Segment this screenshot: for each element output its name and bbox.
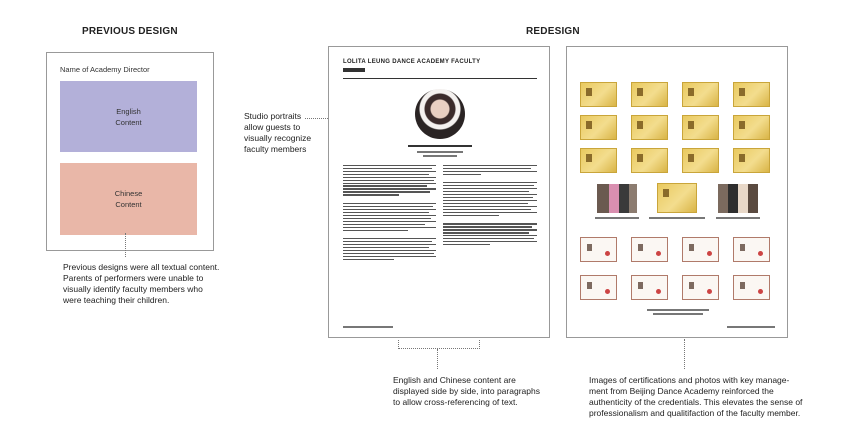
certificates-callout-line [684, 339, 685, 369]
bilingual-bracket [398, 340, 480, 349]
bilingual-callout-line [437, 349, 438, 369]
certificate-white [733, 237, 770, 262]
photo-caption [649, 217, 705, 219]
certificate-gold [631, 82, 668, 107]
certificate-white [631, 237, 668, 262]
certificate-gold [733, 115, 770, 140]
certificate-gold [657, 183, 697, 213]
photo-caption [595, 217, 639, 219]
doc-title-cn [343, 68, 365, 72]
redesign-heading: REDESIGN [526, 26, 580, 37]
certificate-gold [631, 115, 668, 140]
previous-design-heading: PREVIOUS DESIGN [82, 26, 178, 37]
photo-with-management [718, 184, 758, 213]
certificate-gold [682, 148, 719, 173]
certificate-white [682, 275, 719, 300]
certificate-white [631, 275, 668, 300]
certificate-gold [682, 115, 719, 140]
photo-caption [716, 217, 760, 219]
faculty-portrait [415, 89, 465, 139]
certificate-gold [631, 148, 668, 173]
certificate-gold [733, 148, 770, 173]
chinese-text-column [443, 163, 537, 247]
page-footer-left [343, 326, 393, 328]
portrait-subtitle [417, 151, 463, 153]
page-footer-right [727, 326, 775, 328]
previous-design-caption: Previous designs were all textual content. Parents of performers were unable to visually identify faculty members who were teaching their children. [63, 262, 220, 305]
english-content-label: English Content [115, 106, 142, 127]
certificate-gold [580, 82, 617, 107]
english-content-block [60, 81, 197, 152]
english-text-column [343, 163, 436, 262]
portrait-subtitle-2 [423, 155, 457, 157]
photo-with-management [597, 184, 637, 213]
certificates-caption [647, 309, 709, 311]
certificate-gold [580, 115, 617, 140]
bilingual-caption: English and Chinese content are displayed side by side, into paragraphs to allow cross-referencing of text. [393, 375, 540, 407]
portrait-name [408, 145, 472, 147]
title-rule [343, 78, 537, 79]
certificate-gold [682, 82, 719, 107]
certificates-caption [653, 313, 703, 315]
certificate-white [580, 275, 617, 300]
certificate-white [580, 237, 617, 262]
previous-design-page [46, 52, 214, 251]
certificate-gold [580, 148, 617, 173]
certificate-white [682, 237, 719, 262]
redesign-page-text [328, 46, 550, 338]
redesign-page-certificates [566, 46, 788, 338]
certificates-caption-text: Images of certifications and photos with key manage- ment from Beijing Dance Academy reinforced the authenticity of the credentials. This elevates the sense of professionalism and qualitifaction of the faculty member. [589, 375, 803, 418]
chinese-content-label: Chinese Content [114, 189, 143, 209]
certificate-gold [733, 82, 770, 107]
previous-callout-line [125, 233, 126, 257]
certificate-white [733, 275, 770, 300]
director-name-label: Name of Academy Director [60, 65, 150, 74]
portrait-callout: Studio portraits allow guests to visually recognize faculty members [244, 111, 312, 154]
doc-title: LOLITA LEUNG DANCE ACADEMY FACULTY [343, 59, 481, 65]
chinese-content-block [60, 163, 197, 235]
